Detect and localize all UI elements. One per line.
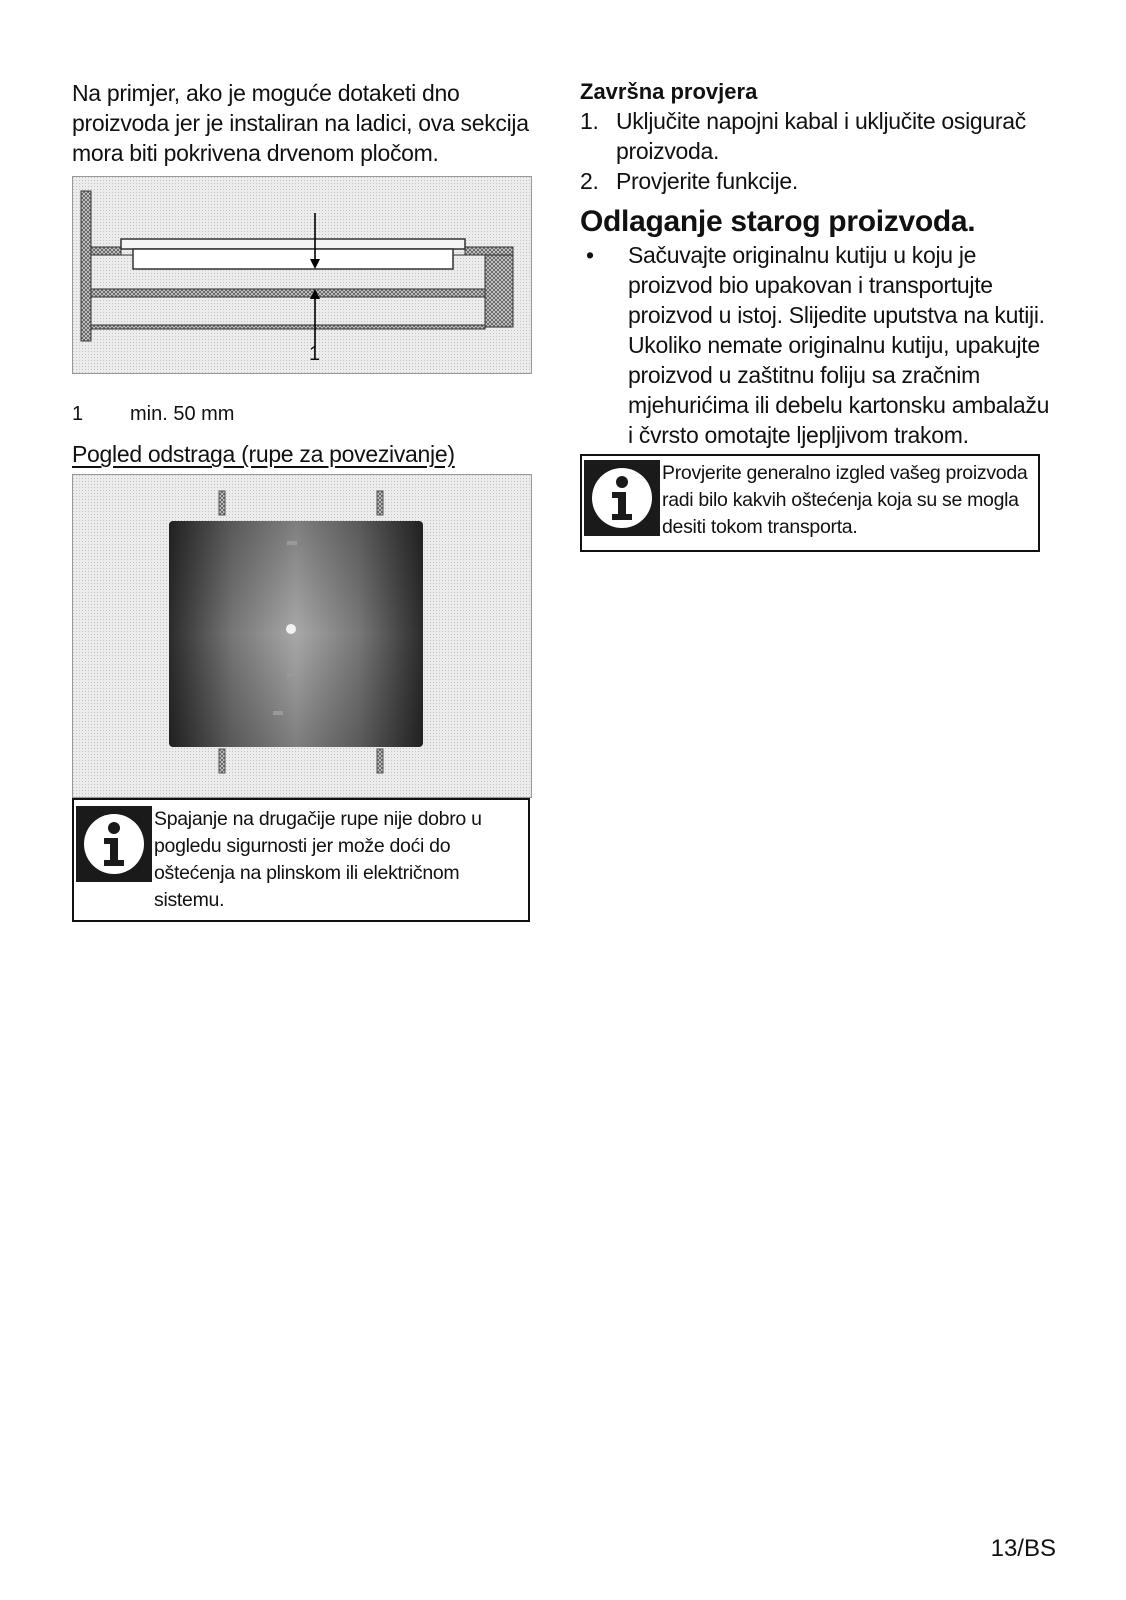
- transport-info-box: [580, 454, 1040, 552]
- final-check-heading: Završna provjera: [580, 79, 758, 104]
- caption-text: min. 50 mm: [130, 403, 235, 425]
- rear-view-figure: [72, 474, 532, 798]
- caption-number: 1: [72, 403, 84, 425]
- installation-drawer-figure: [72, 176, 532, 374]
- disposal-text: Sačuvajte originalnu kutiju u koju je proizvod bio upakovan i transportujte proizvod u istoj. Slijedite uputstva na kutiji. Ukoliko nemate originalnu kutiju, upakujte proizvod u zaštitnu foliju sa zračnim mjehurićima ili debelu kartonsku ambalažu i čvrsto omotajte ljepljivom trakom.: [628, 242, 1050, 448]
- step-number: 1.: [580, 108, 599, 134]
- transport-info-text: Provjerite generalno izgled vašeg proizvoda radi bilo kakvih oštećenja koja su se mogla desiti tokom transporta.: [662, 462, 1028, 538]
- rear-view-drawing: [73, 475, 531, 797]
- left-column: [72, 78, 532, 922]
- list-item: [580, 166, 1055, 196]
- info-icon: [76, 806, 152, 882]
- bullet-icon: •: [586, 242, 594, 268]
- disposal-heading: Odlaganje starog proizvoda.: [580, 205, 976, 238]
- step-number: 2.: [580, 168, 599, 194]
- step-text: Uključite napojni kabal i uključite osigurač proizvoda.: [616, 108, 1026, 164]
- figure-callout: 1: [309, 343, 321, 365]
- list-item: [580, 106, 1055, 166]
- rear-view-heading: Pogled odstraga (rupe za povezivanje): [72, 441, 455, 467]
- installation-drawer-drawing: [73, 177, 531, 373]
- safety-info-text: Spajanje na drugačije rupe nije dobro u pogledu sigurnosti jer može doći do oštećenja na plinskom ili električnom sistemu.: [154, 808, 482, 911]
- final-check-steps: [580, 106, 1055, 196]
- figure-caption: [72, 400, 532, 428]
- step-text: Provjerite funkcije.: [616, 168, 798, 194]
- disposal-list: [580, 240, 1055, 450]
- info-icon: [584, 460, 660, 536]
- list-item: [580, 240, 1055, 450]
- page-number: 13/BS: [990, 1535, 1056, 1562]
- intro-paragraph: Na primjer, ako je moguće dotaketi dno proizvoda jer je instaliran na ladici, ova sekcija mora biti pokrivena drvenom pločom.: [72, 80, 529, 166]
- right-column: [580, 78, 1055, 552]
- safety-info-box: [72, 798, 530, 922]
